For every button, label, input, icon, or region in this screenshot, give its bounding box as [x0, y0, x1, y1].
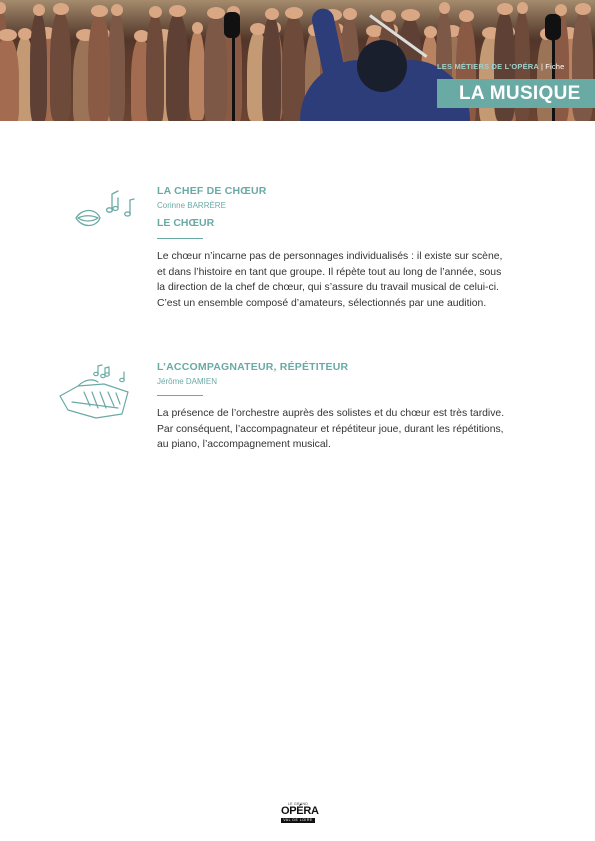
choir-singer-head	[439, 2, 450, 14]
entry-accompanist	[157, 361, 547, 453]
entry-body	[157, 406, 547, 453]
choir-singer	[50, 11, 71, 121]
body-line: et dans l’histoire en tant que groupe. Il répète tout au long de l’année, sous	[157, 266, 502, 278]
choir-singer-head	[33, 4, 45, 16]
choir-singer-head	[53, 3, 69, 15]
body-line: au piano, l’accompagnement musical.	[157, 439, 331, 450]
entry-title: L’ACCOMPAGNATEUR, RÉPÉTITEUR	[157, 361, 349, 373]
choir-singer-head	[111, 4, 123, 16]
body-line: Le chœur n’incarne pas de personnages individualisés : il existe sur scène,	[157, 251, 503, 262]
choir-singer-head	[497, 3, 513, 15]
header-photo	[0, 0, 595, 121]
series-separator: |	[541, 62, 544, 71]
choir-singer-head	[381, 10, 396, 22]
entry-person: Corinne BARRÈRE	[157, 201, 226, 210]
body-line: Par conséquent, l’accompagnateur et répétiteur joue, durant les répétitions,	[157, 423, 504, 435]
logo-bottom-text: VAL DE LOIRE	[281, 818, 315, 823]
mic-stand	[232, 30, 235, 121]
conductor-head	[357, 40, 407, 92]
page-label: Fiche	[545, 62, 565, 71]
choir-singer	[166, 13, 188, 121]
choir-singer	[146, 14, 164, 121]
choir-singer	[108, 12, 125, 121]
choir-singer-head	[575, 3, 591, 15]
logo-top-text: LE GRAND	[287, 802, 309, 806]
choir-singer-head	[285, 7, 303, 19]
divider	[157, 395, 203, 396]
divider	[157, 238, 203, 239]
choir-singer	[0, 37, 19, 121]
hand-on-piano-keys-icon	[58, 362, 132, 422]
choir-singer-head	[207, 7, 225, 19]
body-line: C’est un ensemble composé d’amateurs, sélectionnés par une audition.	[157, 297, 487, 309]
body-line: La présence de l’orchestre auprès des solistes et du chœur est très tardive.	[157, 408, 505, 419]
choir-singer-head	[517, 2, 528, 14]
choir-singer-head	[343, 8, 357, 20]
choir-singer-head	[192, 22, 203, 34]
entry-title: LA CHEF DE CHŒUR	[157, 185, 267, 197]
entry-person: Jérôme DAMIEN	[157, 377, 218, 386]
choir-singer	[30, 12, 47, 121]
microphone	[224, 12, 240, 38]
choir-singer	[189, 30, 205, 120]
choir-singer-head	[149, 6, 162, 18]
singing-mouth-music-notes-icon	[72, 188, 138, 234]
entry-chorus-master	[157, 185, 547, 311]
choir-singer-head	[401, 9, 420, 21]
entry-subtitle: LE CHŒUR	[157, 217, 215, 229]
microphone	[545, 14, 561, 40]
series-label	[437, 62, 565, 71]
logo-main-text: OPÉRA	[281, 805, 319, 817]
choir-singer-head	[265, 8, 279, 20]
entry-body	[157, 249, 547, 311]
choir-singer	[88, 13, 110, 121]
opera-logo	[281, 802, 319, 824]
choir-singer-head	[91, 5, 108, 17]
choir-singer-head	[459, 10, 474, 22]
choir-singer-head	[169, 5, 186, 17]
series-title: LES MÉTIERS DE L'OPÉRA	[437, 62, 540, 71]
body-line: la direction de la chef de chœur, qui s’assure du travail musical de celui-ci.	[157, 282, 499, 293]
choir-singer	[262, 16, 281, 121]
section-title: LA MUSIQUE	[437, 79, 595, 108]
choir-singer-head	[424, 26, 437, 38]
